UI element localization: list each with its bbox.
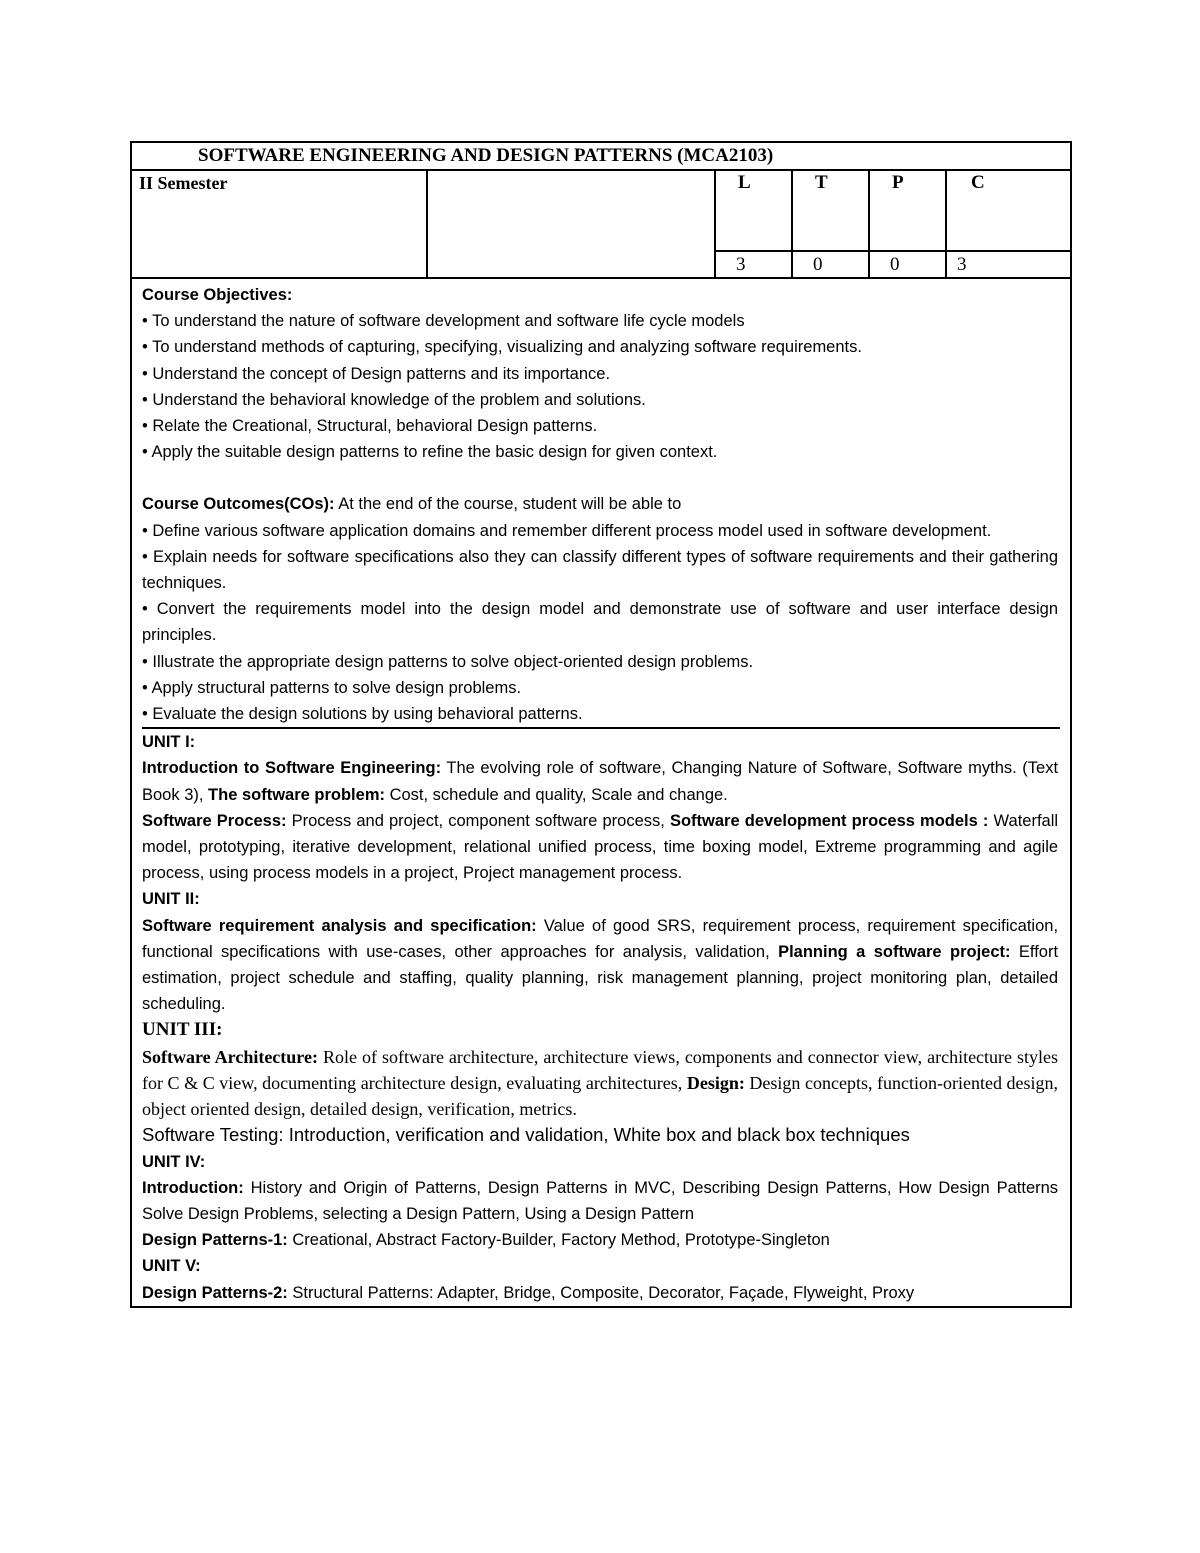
outcomes-intro-line — [142, 491, 1058, 517]
unit-2-heading: UNIT II: — [142, 890, 200, 909]
unit-1-paragraph-1 — [142, 755, 1058, 807]
semester-label: II Semester — [131, 170, 427, 278]
unit-4-text: History and Origin of Patterns, Design Patterns in MVC, Describing Design Patterns, How Design Patterns Solve Design Problems, selecting a Design Pattern, Using a Design Pattern — [142, 1178, 1059, 1223]
unit-3-text: Role of software architecture, architecture views, components and connector view, architecture styles for C & C view, documenting architecture design, evaluating architectures, — [142, 1046, 1059, 1093]
unit-1-topic: The software problem: — [208, 785, 385, 804]
objective-item: • Understand the behavioral knowledge of the problem and solutions. — [142, 390, 646, 409]
unit-5-text: Structural Patterns: Adapter, Bridge, Composite, Decorator, Façade, Flyweight, Proxy — [287, 1283, 915, 1302]
unit-1-topic: Introduction to Software Engineering: — [142, 759, 442, 778]
unit-5-heading: UNIT V: — [142, 1257, 201, 1276]
unit-3-topic: Software Architecture: — [142, 1046, 318, 1067]
unit-2-topic: Planning a software project: — [778, 942, 1011, 961]
unit-1-text: Process and project, component software process, — [286, 811, 670, 830]
unit-4-topic: Introduction: — [142, 1178, 244, 1197]
outcome-item: • Convert the requirements model into the design model and demonstrate use of software and user interface design principles. — [142, 600, 1059, 645]
unit-4-paragraph-2 — [142, 1227, 1058, 1253]
objectives-heading: Course Objectives: — [142, 286, 293, 304]
unit-4-paragraph-1 — [142, 1175, 1058, 1227]
unit-1-paragraph-2 — [142, 808, 1058, 887]
objective-item: • To understand methods of capturing, specifying, visualizing and analyzing software requirements. — [142, 338, 862, 357]
unit-2-topic: Software requirement analysis and specification: — [142, 916, 537, 935]
outcomes-intro: At the end of the course, student will be able to — [334, 495, 682, 514]
unit-4-heading: UNIT IV: — [142, 1152, 206, 1171]
syllabus-sheet — [130, 141, 1070, 1308]
objective-item: • Relate the Creational, Structural, behavioral Design patterns. — [142, 417, 598, 436]
objective-item: • Understand the concept of Design patterns and its importance. — [142, 364, 611, 383]
unit-3-text: Design concepts, function-oriented design, object oriented design, detailed design, verification, metrics. — [142, 1072, 1059, 1120]
course-title: SOFTWARE ENGINEERING AND DESIGN PATTERNS (MCA2103) — [131, 142, 1071, 170]
unit-2-paragraph — [142, 913, 1058, 1018]
lecture-header: L — [715, 170, 792, 251]
outcome-item: • Explain needs for software specifications also they can classify different types of software requirements and their gathering techniques. — [142, 547, 1059, 593]
outcome-item: • Apply structural patterns to solve design problems. — [142, 678, 522, 697]
unit-4-topic: Design Patterns-1: — [142, 1231, 288, 1250]
unit-1-topic: Software development process models : — [669, 811, 989, 830]
outcome-item: • Illustrate the appropriate design patterns to solve object-oriented design problems. — [142, 652, 754, 671]
unit-3-heading: UNIT III: — [142, 1019, 223, 1041]
unit-1-heading: UNIT I: — [142, 733, 196, 752]
objective-item: • Apply the suitable design patterns to refine the basic design for given context. — [142, 443, 718, 462]
unit-3-paragraph — [142, 1044, 1058, 1123]
syllabus-table — [130, 141, 1072, 1308]
outcome-item: • Evaluate the design solutions by using behavioral patterns. — [142, 705, 583, 724]
unit-4-text: Creational, Abstract Factory-Builder, Factory Method, Prototype-Singleton — [287, 1231, 830, 1250]
lecture-value: 3 — [715, 251, 792, 278]
practical-value: 0 — [869, 251, 946, 278]
credits-header: C — [946, 170, 1071, 251]
unit-3-testing: Software Testing: Introduction, verification and validation, White box and black box techniques — [142, 1124, 910, 1146]
outcomes-heading: Course Outcomes(COs): — [142, 495, 335, 514]
unit-1-topic: Software Process: — [142, 811, 287, 830]
unit-5-paragraph — [142, 1280, 1058, 1306]
empty-cell — [427, 170, 715, 278]
outcome-item: • Define various software application domains and remember different process model used in software development. — [142, 521, 992, 540]
unit-5-topic: Design Patterns-2: — [142, 1283, 288, 1302]
unit-3-topic: Design: — [686, 1072, 745, 1093]
unit-2-text: Effort estimation, project schedule and staffing, quality planning, risk management planning, project monitoring plan, detailed scheduling. — [142, 942, 1059, 1014]
unit-1-text: Waterfall model, prototyping, iterative development, relational unified process, time boxing model, Extreme programming and agile process, using process models in a project, Project management process. — [142, 811, 1059, 883]
unit-1-text: The evolving role of software, Changing Nature of Software, Software myths. (Text Book 3), — [142, 759, 1059, 804]
credits-value: 3 — [946, 251, 1071, 278]
course-content — [131, 278, 1071, 1307]
tutorial-header: T — [792, 170, 869, 251]
practical-header: P — [869, 170, 946, 251]
objective-item: • To understand the nature of software development and software life cycle models — [142, 312, 745, 331]
unit-2-text: Value of good SRS, requirement process, requirement specification, functional specifications with use-cases, other approaches for analysis, validation, — [142, 916, 1059, 961]
unit-1-text: Cost, schedule and quality, Scale and change. — [385, 785, 728, 804]
tutorial-value: 0 — [792, 251, 869, 278]
